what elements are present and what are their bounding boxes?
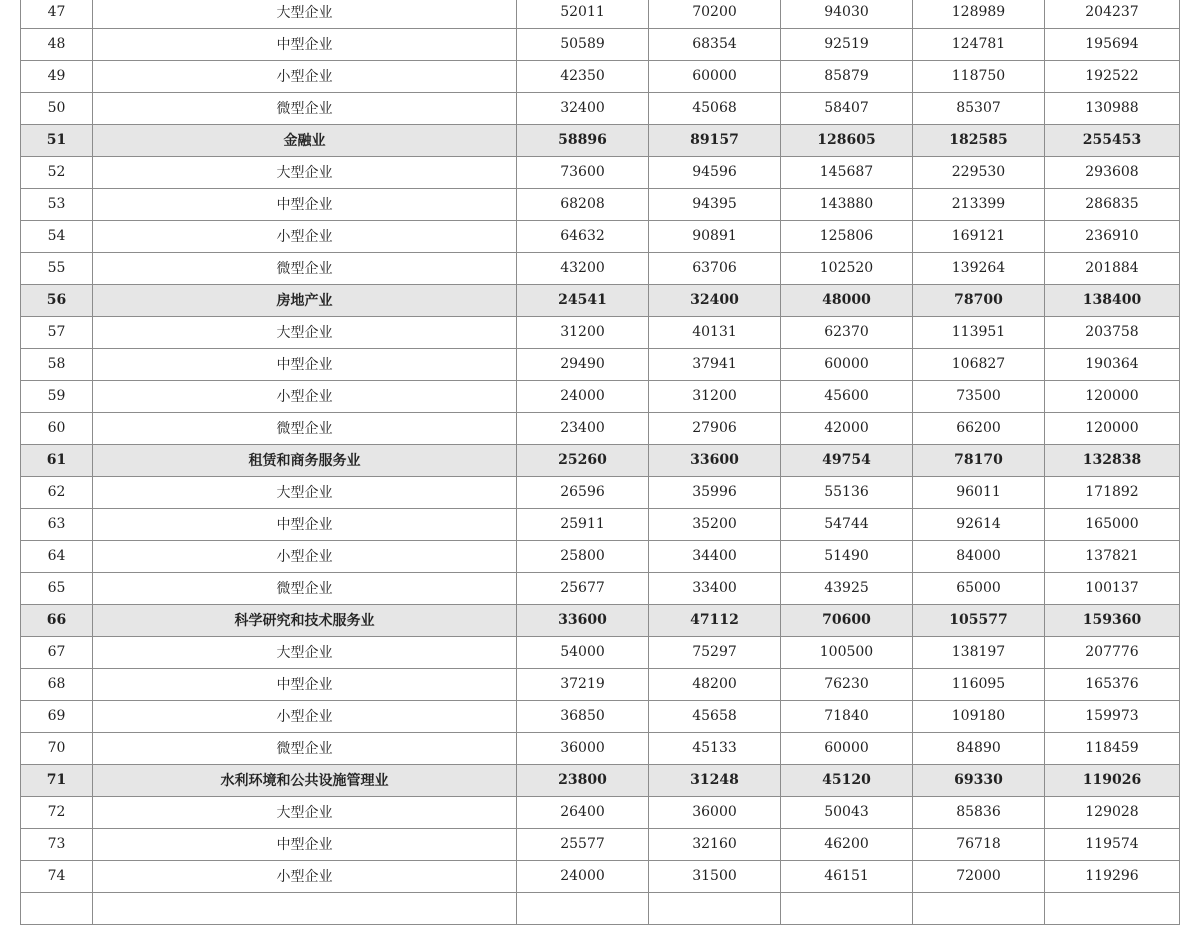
salary-value-3: 46151: [781, 861, 913, 893]
salary-value-4: 92614: [913, 509, 1045, 541]
enterprise-size: 微型企业: [93, 733, 517, 765]
salary-value-2: 47112: [649, 605, 781, 637]
salary-value-1: 25577: [517, 829, 649, 861]
salary-value-2: 60000: [649, 61, 781, 93]
salary-value-2: 94596: [649, 157, 781, 189]
salary-table-body: [21, 0, 1180, 925]
salary-value-1: 33600: [517, 605, 649, 637]
salary-value-5: 201884: [1045, 253, 1180, 285]
salary-value-4: 124781: [913, 29, 1045, 61]
salary-value-2: 45133: [649, 733, 781, 765]
row-index: 61: [21, 445, 93, 477]
salary-value-4: 138197: [913, 637, 1045, 669]
row-index: 58: [21, 349, 93, 381]
salary-value-2: 32400: [649, 285, 781, 317]
table-row: [21, 189, 1180, 221]
enterprise-size: 大型企业: [93, 797, 517, 829]
salary-value-4: 84000: [913, 541, 1045, 573]
salary-value-3: 49754: [781, 445, 913, 477]
salary-value-2: 31248: [649, 765, 781, 797]
salary-value-1: 29490: [517, 349, 649, 381]
salary-value-4: 109180: [913, 701, 1045, 733]
salary-value-4: 139264: [913, 253, 1045, 285]
table-row: [21, 0, 1180, 29]
row-index: 55: [21, 253, 93, 285]
salary-value-2: 94395: [649, 189, 781, 221]
salary-value-5: 119296: [1045, 861, 1180, 893]
row-index: 72: [21, 797, 93, 829]
salary-value-3: [781, 893, 913, 925]
salary-value-3: 58407: [781, 93, 913, 125]
salary-table-container: [20, 0, 1179, 925]
salary-value-3: 54744: [781, 509, 913, 541]
salary-value-5: 132838: [1045, 445, 1180, 477]
salary-value-1: 24000: [517, 381, 649, 413]
salary-value-1: 42350: [517, 61, 649, 93]
industry-name: 租赁和商务服务业: [93, 445, 517, 477]
industry-name: 金融业: [93, 125, 517, 157]
enterprise-size: 小型企业: [93, 541, 517, 573]
enterprise-size: 小型企业: [93, 61, 517, 93]
salary-value-1: 64632: [517, 221, 649, 253]
table-row: [21, 637, 1180, 669]
salary-value-4: 76718: [913, 829, 1045, 861]
salary-value-5: 171892: [1045, 477, 1180, 509]
salary-value-5: 204237: [1045, 0, 1180, 29]
salary-value-1: 25677: [517, 573, 649, 605]
row-index: 49: [21, 61, 93, 93]
salary-value-2: 36000: [649, 797, 781, 829]
salary-value-5: 118459: [1045, 733, 1180, 765]
table-row: [21, 797, 1180, 829]
table-row: [21, 29, 1180, 61]
enterprise-size: 大型企业: [93, 157, 517, 189]
table-row: [21, 701, 1180, 733]
salary-value-1: 68208: [517, 189, 649, 221]
salary-value-2: 40131: [649, 317, 781, 349]
industry-group-row: [21, 765, 1180, 797]
enterprise-size: 大型企业: [93, 637, 517, 669]
salary-value-1: 25800: [517, 541, 649, 573]
enterprise-size: [93, 893, 517, 925]
salary-value-3: 60000: [781, 733, 913, 765]
industry-group-row: [21, 285, 1180, 317]
salary-value-3: 71840: [781, 701, 913, 733]
row-index: 65: [21, 573, 93, 605]
salary-value-4: 213399: [913, 189, 1045, 221]
row-index: 66: [21, 605, 93, 637]
table-row: [21, 381, 1180, 413]
salary-value-3: 94030: [781, 0, 913, 29]
salary-value-2: 63706: [649, 253, 781, 285]
salary-value-4: 106827: [913, 349, 1045, 381]
enterprise-size: 中型企业: [93, 349, 517, 381]
salary-value-5: 190364: [1045, 349, 1180, 381]
salary-value-5: 129028: [1045, 797, 1180, 829]
row-index: 62: [21, 477, 93, 509]
row-index: [21, 893, 93, 925]
salary-value-3: 45120: [781, 765, 913, 797]
salary-value-2: 31200: [649, 381, 781, 413]
row-index: 48: [21, 29, 93, 61]
row-index: 47: [21, 0, 93, 29]
salary-value-5: 207776: [1045, 637, 1180, 669]
row-index: 60: [21, 413, 93, 445]
industry-group-row: [21, 605, 1180, 637]
salary-value-5: 119574: [1045, 829, 1180, 861]
row-index: 57: [21, 317, 93, 349]
salary-value-4: 105577: [913, 605, 1045, 637]
salary-value-4: 182585: [913, 125, 1045, 157]
salary-value-3: 70600: [781, 605, 913, 637]
row-index: 53: [21, 189, 93, 221]
salary-table: [20, 0, 1180, 925]
salary-value-3: 125806: [781, 221, 913, 253]
table-row: [21, 253, 1180, 285]
salary-value-1: 31200: [517, 317, 649, 349]
row-index: 74: [21, 861, 93, 893]
salary-value-4: 113951: [913, 317, 1045, 349]
salary-value-3: 55136: [781, 477, 913, 509]
salary-value-1: 26596: [517, 477, 649, 509]
salary-value-4: 73500: [913, 381, 1045, 413]
enterprise-size: 大型企业: [93, 0, 517, 29]
salary-value-3: 62370: [781, 317, 913, 349]
salary-value-5: 159973: [1045, 701, 1180, 733]
row-index: 51: [21, 125, 93, 157]
salary-value-5: 165376: [1045, 669, 1180, 701]
salary-value-5: 165000: [1045, 509, 1180, 541]
salary-value-4: 169121: [913, 221, 1045, 253]
salary-value-3: 60000: [781, 349, 913, 381]
row-index: 69: [21, 701, 93, 733]
enterprise-size: 微型企业: [93, 573, 517, 605]
industry-group-row: [21, 445, 1180, 477]
salary-value-2: 33400: [649, 573, 781, 605]
salary-value-5: 159360: [1045, 605, 1180, 637]
salary-value-3: 50043: [781, 797, 913, 829]
salary-value-2: 45068: [649, 93, 781, 125]
table-row: [21, 317, 1180, 349]
salary-value-3: 128605: [781, 125, 913, 157]
salary-value-2: 34400: [649, 541, 781, 573]
salary-value-5: 130988: [1045, 93, 1180, 125]
salary-value-3: 76230: [781, 669, 913, 701]
salary-value-2: 68354: [649, 29, 781, 61]
row-index: 68: [21, 669, 93, 701]
salary-value-4: 65000: [913, 573, 1045, 605]
enterprise-size: 大型企业: [93, 317, 517, 349]
salary-value-1: 25260: [517, 445, 649, 477]
table-row: [21, 669, 1180, 701]
salary-value-3: 45600: [781, 381, 913, 413]
row-index: 63: [21, 509, 93, 541]
salary-value-5: 293608: [1045, 157, 1180, 189]
salary-value-4: 78170: [913, 445, 1045, 477]
row-index: 70: [21, 733, 93, 765]
salary-value-1: [517, 893, 649, 925]
enterprise-size: 小型企业: [93, 381, 517, 413]
salary-value-1: 23400: [517, 413, 649, 445]
salary-value-5: 195694: [1045, 29, 1180, 61]
table-row: [21, 221, 1180, 253]
salary-value-5: 203758: [1045, 317, 1180, 349]
table-row: [21, 733, 1180, 765]
salary-value-3: 43925: [781, 573, 913, 605]
table-row: [21, 573, 1180, 605]
salary-value-4: 72000: [913, 861, 1045, 893]
salary-value-4: 128989: [913, 0, 1045, 29]
salary-value-1: 32400: [517, 93, 649, 125]
row-index: 71: [21, 765, 93, 797]
salary-value-1: 24000: [517, 861, 649, 893]
salary-value-1: 52011: [517, 0, 649, 29]
salary-value-1: 54000: [517, 637, 649, 669]
salary-value-2: 37941: [649, 349, 781, 381]
enterprise-size: 中型企业: [93, 829, 517, 861]
salary-value-3: 102520: [781, 253, 913, 285]
salary-value-2: 90891: [649, 221, 781, 253]
table-row: [21, 477, 1180, 509]
salary-value-1: 36850: [517, 701, 649, 733]
industry-name: 水利环境和公共设施管理业: [93, 765, 517, 797]
salary-value-2: 35996: [649, 477, 781, 509]
salary-value-1: 37219: [517, 669, 649, 701]
row-index: 50: [21, 93, 93, 125]
salary-value-5: 255453: [1045, 125, 1180, 157]
row-index: 56: [21, 285, 93, 317]
table-row: [21, 893, 1180, 925]
table-row: [21, 413, 1180, 445]
row-index: 54: [21, 221, 93, 253]
enterprise-size: 中型企业: [93, 669, 517, 701]
table-row: [21, 93, 1180, 125]
salary-value-3: 145687: [781, 157, 913, 189]
table-row: [21, 509, 1180, 541]
salary-value-3: 46200: [781, 829, 913, 861]
salary-value-5: 120000: [1045, 413, 1180, 445]
enterprise-size: 中型企业: [93, 29, 517, 61]
salary-value-5: 138400: [1045, 285, 1180, 317]
salary-value-5: 100137: [1045, 573, 1180, 605]
salary-value-2: [649, 893, 781, 925]
industry-group-row: [21, 125, 1180, 157]
salary-value-5: 286835: [1045, 189, 1180, 221]
salary-value-3: 92519: [781, 29, 913, 61]
enterprise-size: 中型企业: [93, 189, 517, 221]
salary-value-4: [913, 893, 1045, 925]
enterprise-size: 小型企业: [93, 861, 517, 893]
row-index: 52: [21, 157, 93, 189]
enterprise-size: 小型企业: [93, 221, 517, 253]
salary-value-4: 229530: [913, 157, 1045, 189]
salary-value-2: 45658: [649, 701, 781, 733]
salary-value-2: 70200: [649, 0, 781, 29]
salary-value-4: 85836: [913, 797, 1045, 829]
enterprise-size: 小型企业: [93, 701, 517, 733]
salary-value-1: 58896: [517, 125, 649, 157]
salary-value-2: 27906: [649, 413, 781, 445]
salary-value-5: [1045, 893, 1180, 925]
salary-value-4: 85307: [913, 93, 1045, 125]
table-row: [21, 861, 1180, 893]
table-row: [21, 61, 1180, 93]
salary-value-3: 85879: [781, 61, 913, 93]
salary-value-2: 35200: [649, 509, 781, 541]
row-index: 64: [21, 541, 93, 573]
enterprise-size: 微型企业: [93, 93, 517, 125]
salary-value-4: 69330: [913, 765, 1045, 797]
salary-value-3: 100500: [781, 637, 913, 669]
table-row: [21, 157, 1180, 189]
salary-value-5: 192522: [1045, 61, 1180, 93]
industry-name: 房地产业: [93, 285, 517, 317]
row-index: 67: [21, 637, 93, 669]
salary-value-1: 43200: [517, 253, 649, 285]
salary-value-2: 48200: [649, 669, 781, 701]
salary-value-2: 89157: [649, 125, 781, 157]
salary-value-4: 116095: [913, 669, 1045, 701]
salary-value-1: 73600: [517, 157, 649, 189]
salary-value-1: 26400: [517, 797, 649, 829]
salary-value-5: 120000: [1045, 381, 1180, 413]
salary-value-5: 137821: [1045, 541, 1180, 573]
salary-value-3: 143880: [781, 189, 913, 221]
table-row: [21, 349, 1180, 381]
industry-name: 科学研究和技术服务业: [93, 605, 517, 637]
salary-value-5: 119026: [1045, 765, 1180, 797]
salary-value-1: 24541: [517, 285, 649, 317]
salary-value-2: 75297: [649, 637, 781, 669]
salary-value-3: 48000: [781, 285, 913, 317]
salary-value-3: 42000: [781, 413, 913, 445]
row-index: 59: [21, 381, 93, 413]
salary-value-4: 84890: [913, 733, 1045, 765]
row-index: 73: [21, 829, 93, 861]
salary-value-1: 36000: [517, 733, 649, 765]
salary-value-1: 23800: [517, 765, 649, 797]
enterprise-size: 大型企业: [93, 477, 517, 509]
salary-value-2: 33600: [649, 445, 781, 477]
salary-value-1: 25911: [517, 509, 649, 541]
salary-value-4: 66200: [913, 413, 1045, 445]
salary-value-2: 32160: [649, 829, 781, 861]
salary-value-4: 118750: [913, 61, 1045, 93]
salary-value-5: 236910: [1045, 221, 1180, 253]
salary-value-3: 51490: [781, 541, 913, 573]
table-row: [21, 829, 1180, 861]
enterprise-size: 微型企业: [93, 253, 517, 285]
salary-value-4: 96011: [913, 477, 1045, 509]
enterprise-size: 微型企业: [93, 413, 517, 445]
salary-value-2: 31500: [649, 861, 781, 893]
salary-value-1: 50589: [517, 29, 649, 61]
table-row: [21, 541, 1180, 573]
salary-value-4: 78700: [913, 285, 1045, 317]
enterprise-size: 中型企业: [93, 509, 517, 541]
